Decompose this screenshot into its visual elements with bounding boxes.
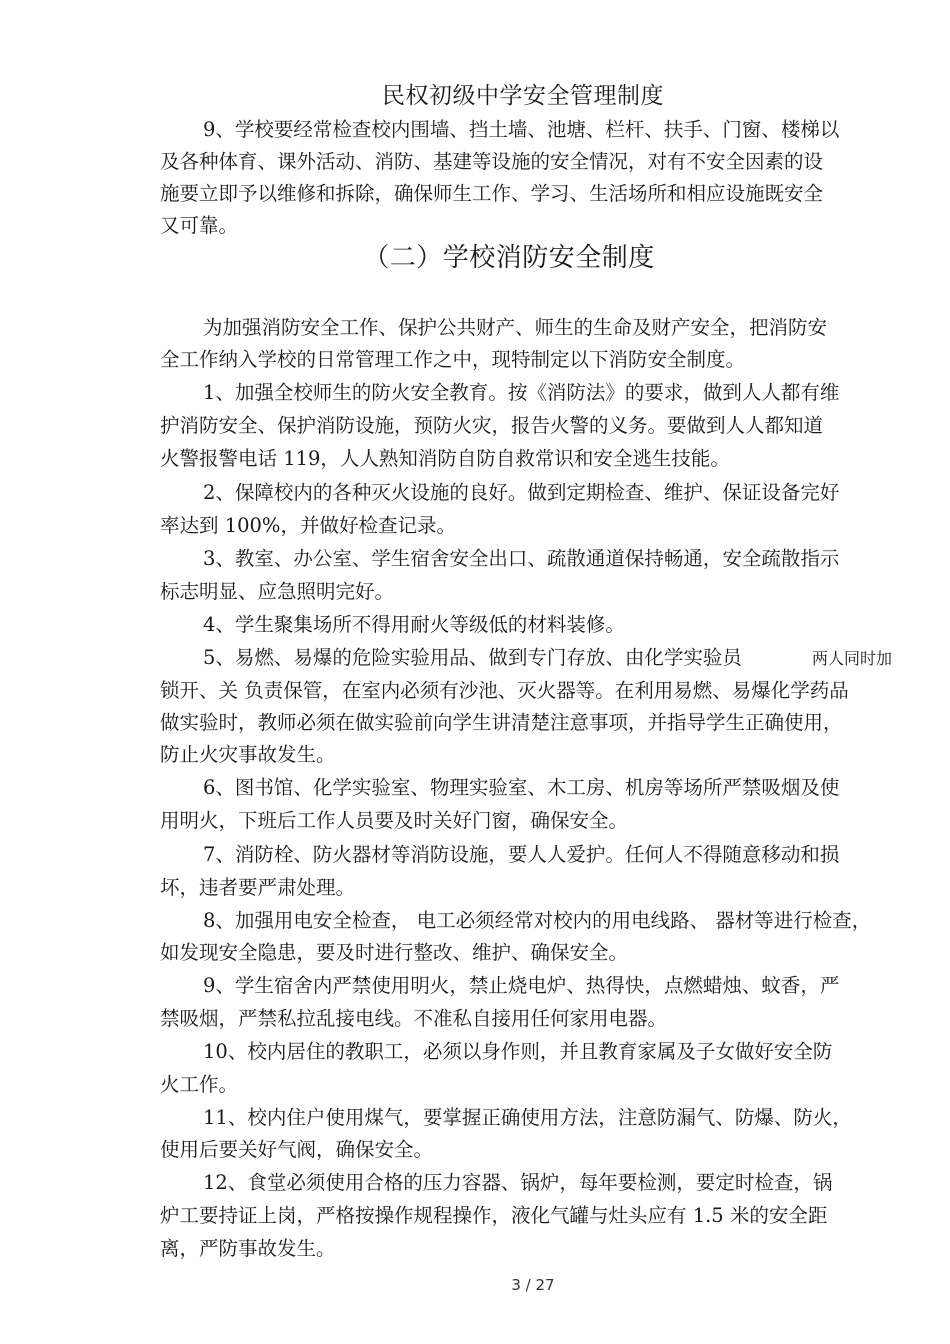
body-line: 3、教室、办公室、学生宿舍安全出口、疏散通道保持畅通，安全疏散指示 xyxy=(203,547,840,570)
body-line: 炉工要持证上岗，严格按操作规程操作，液化气罐与灶头应有 1.5 米的安全距 xyxy=(160,1204,828,1227)
intro-line: 及各种体育、课外活动、消防、基建等设施的安全情况，对有不安全因素的设 xyxy=(160,150,824,173)
page-number: 3 / 27 xyxy=(511,1276,555,1294)
body-line: 5、易燃、易爆的危险实验用品、做到专门存放、由化学实验员 xyxy=(203,646,742,669)
body-line: 火工作。 xyxy=(160,1073,239,1096)
body-line: 11、校内住户使用煤气，要掌握正确使用方法，注意防漏气、防爆、防火， xyxy=(203,1106,852,1129)
body-line: 全工作纳入学校的日常管理工作之中，现特制定以下消防安全制度。 xyxy=(160,348,746,371)
body-line: 用明火，下班后工作人员要及时关好门窗，确保安全。 xyxy=(160,809,629,832)
body-line: 8、加强用电安全检查， 电工必须经常对校内的用电线路、 器材等进行检查， xyxy=(203,909,872,932)
body-line: 9、学生宿舍内严禁使用明火，禁止烧电炉、热得快，点燃蜡烛、蚊香，严 xyxy=(203,974,840,997)
intro-line: 9、学校要经常检查校内围墙、挡土墙、池塘、栏杆、扶手、门窗、楼梯以 xyxy=(203,118,840,141)
body-line: 护消防安全、保护消防设施，预防火灾，报告火警的义务。要做到人人都知道 xyxy=(160,414,824,437)
body-line: 火警报警电话 119，人人熟知消防自防自救常识和安全逃生技能。 xyxy=(160,447,730,470)
body-line: 2、保障校内的各种灭火设施的良好。做到定期检查、维护、保证设备完好 xyxy=(203,481,840,504)
body-line: 坏，违者要严肃处理。 xyxy=(160,876,356,899)
body-line: 1、加强全校师生的防火安全教育。按《消防法》的要求，做到人人都有维 xyxy=(203,381,840,404)
body-line: 4、学生聚集场所不得用耐火等级低的材料装修。 xyxy=(203,613,625,636)
body-line: 防止火灾事故发生。 xyxy=(160,743,336,766)
body-line: 12、食堂必须使用合格的压力容器、锅炉，每年要检测，要定时检查，锅 xyxy=(203,1171,833,1194)
body-line: 离，严防事故发生。 xyxy=(160,1237,336,1260)
body-line: 率达到 100%，并做好检查记录。 xyxy=(160,514,456,537)
body-line: 使用后要关好气阀，确保安全。 xyxy=(160,1138,434,1161)
body-line: 标志明显、应急照明完好。 xyxy=(160,580,395,603)
body-line: 禁吸烟，严禁私拉乱接电线。不准私自接用任何家用电器。 xyxy=(160,1007,668,1030)
body-line: 10、校内居住的教职工，必须以身作则，并且教育家属及子女做好安全防 xyxy=(203,1040,833,1063)
section-title: （二）学校消防安全制度 xyxy=(363,243,655,273)
body-line: 7、消防栓、防火器材等消防设施，要人人爱护。任何人不得随意移动和损 xyxy=(203,843,840,866)
body-line: 如发现安全隐患，要及时进行整改、维护、确保安全。 xyxy=(160,941,629,964)
body-line: 6、图书馆、化学实验室、物理实验室、木工房、机房等场所严禁吸烟及使 xyxy=(203,776,840,799)
intro-line: 又可靠。 xyxy=(160,214,239,237)
body-line: 做实验时，教师必须在做实验前向学生讲清楚注意事项，并指导学生正确使用， xyxy=(160,711,843,734)
body-line: 锁开、关 负责保管，在室内必须有沙池、灭火器等。在利用易燃、易爆化学药品 xyxy=(160,679,849,702)
inline-note: 两人同时加 xyxy=(812,649,893,668)
body-line: 为加强消防安全工作、保护公共财产、师生的生命及财产安全，把消防安 xyxy=(203,316,828,339)
document-title: 民权初级中学安全管理制度 xyxy=(382,83,664,109)
intro-line: 施要立即予以维修和拆除，确保师生工作、学习、生活场所和相应设施既安全 xyxy=(160,182,824,205)
